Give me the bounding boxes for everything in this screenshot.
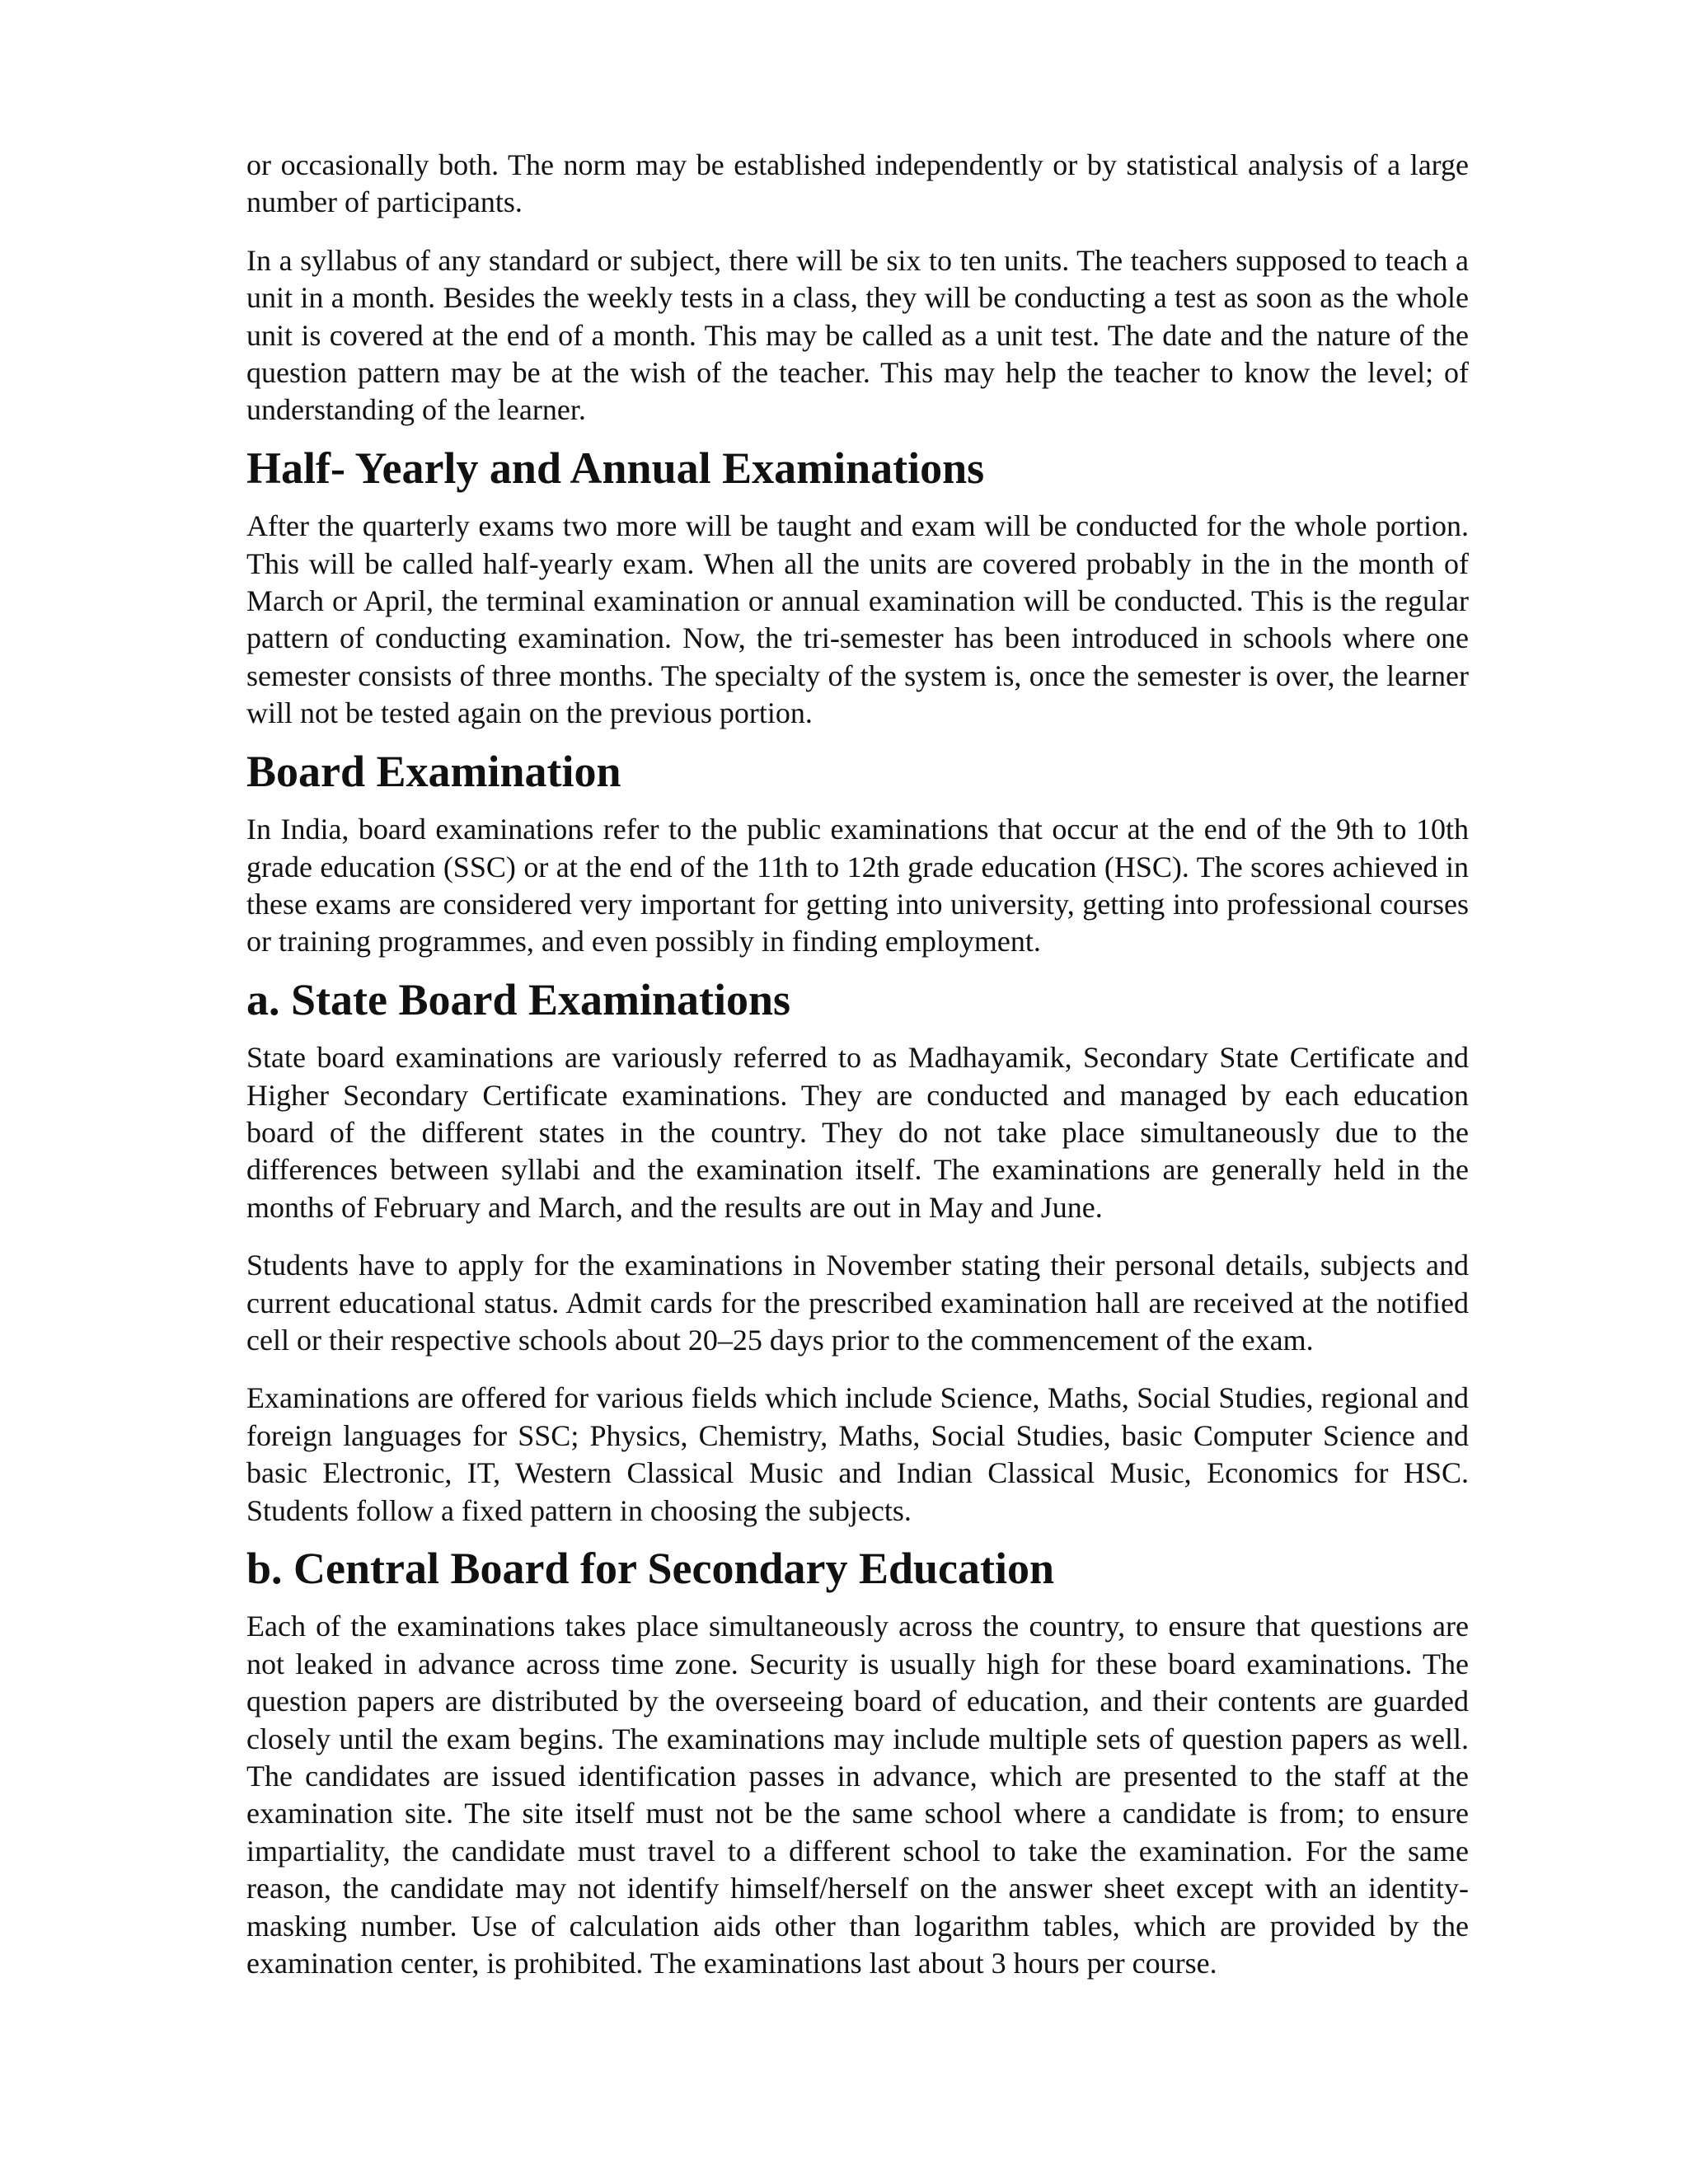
heading-state-board: a. State Board Examinations <box>246 974 791 1024</box>
heading-half-yearly-annual: Half- Yearly and Annual Examinations <box>246 443 985 493</box>
document-page <box>246 147 1469 2003</box>
paragraph-state-board-apply: Students have to apply for the examinations in November stating their personal details, subjects and current educational status. Admit cards for the prescribed examination hall are received at the notified cell or their respective schools about 20–25 days prior to the commencement of the exam. <box>246 1249 1469 1357</box>
heading-board-examination: Board Examination <box>246 746 621 796</box>
paragraph-state-board-intro: State board examinations are variously referred to as Madhayamik, Secondary State Certificate and Higher Secondary Certificate examinations. They are conducted and managed by each education board of the different states in the country. They do not take place simultaneously due to the differences between syllabi and the examination itself. The examinations are generally held in the months of February and March, and the results are out in May and June. <box>246 1041 1469 1224</box>
paragraph-norm: or occasionally both. The norm may be established independently or by statistical analysis of a large number of participants. <box>246 148 1469 219</box>
paragraph-unit-test: In a syllabus of any standard or subject, there will be six to ten units. The teachers supposed to teach a unit in a month. Besides the weekly tests in a class, they will be conducting a test as soon as the whole unit is covered at the end of a month. This may be called as a unit test. The date and the nature of the question pattern may be at the wish of the teacher. This may help the teacher to know the level; of understanding of the learner. <box>246 243 1469 427</box>
paragraph-cbse: Each of the examinations takes place simultaneously across the country, to ensure that questions are not leaked in advance across time zone. Security is usually high for these board examinations. The question papers are distributed by the overseeing board of education, and their contents are guarded closely until the exam begins. The examinations may include multiple sets of question papers as well. The candidates are issued identification passes in advance, which are presented to the staff at the examination site. The site itself must not be the same school where a candidate is from; to ensure impartiality, the candidate must travel to a different school to take the examination. For the same reason, the candidate may not identify himself/herself on the answer sheet except with an identity-masking number. Use of calculation aids other than logarithm tables, which are provided by the examination center, is prohibited. The examinations last about 3 hours per course. <box>246 1610 1469 1980</box>
paragraph-half-yearly: After the quarterly exams two more will be taught and exam will be conducted for the whole portion. This will be called half-yearly exam. When all the units are covered probably in the in the month of March or April, the terminal examination or annual examination will be conducted. This is the regular pattern of conducting examination. Now, the tri-semester has been introduced in schools where one semester consists of three months. The specialty of the system is, once the semester is over, the learner will not be tested again on the previous portion. <box>246 509 1469 730</box>
heading-cbse: b. Central Board for Secondary Education <box>246 1544 1055 1593</box>
paragraph-board-examination: In India, board examinations refer to the public examinations that occur at the end of the 9th to 10th grade education (SSC) or at the end of the 11th to 12th grade education (HSC). The scores achieved in these exams are considered very important for getting into university, getting into professional courses or training programmes, and even possibly in finding employment. <box>246 813 1469 958</box>
paragraph-state-board-fields: Examinations are offered for various fields which include Science, Maths, Social Studies, regional and foreign languages for SSC; Physics, Chemistry, Maths, Social Studies, basic Computer Science and basic Electronic, IT, Western Classical Music and Indian Classical Music, Economics for HSC. Students follow a fixed pattern in choosing the subjects. <box>246 1381 1469 1527</box>
